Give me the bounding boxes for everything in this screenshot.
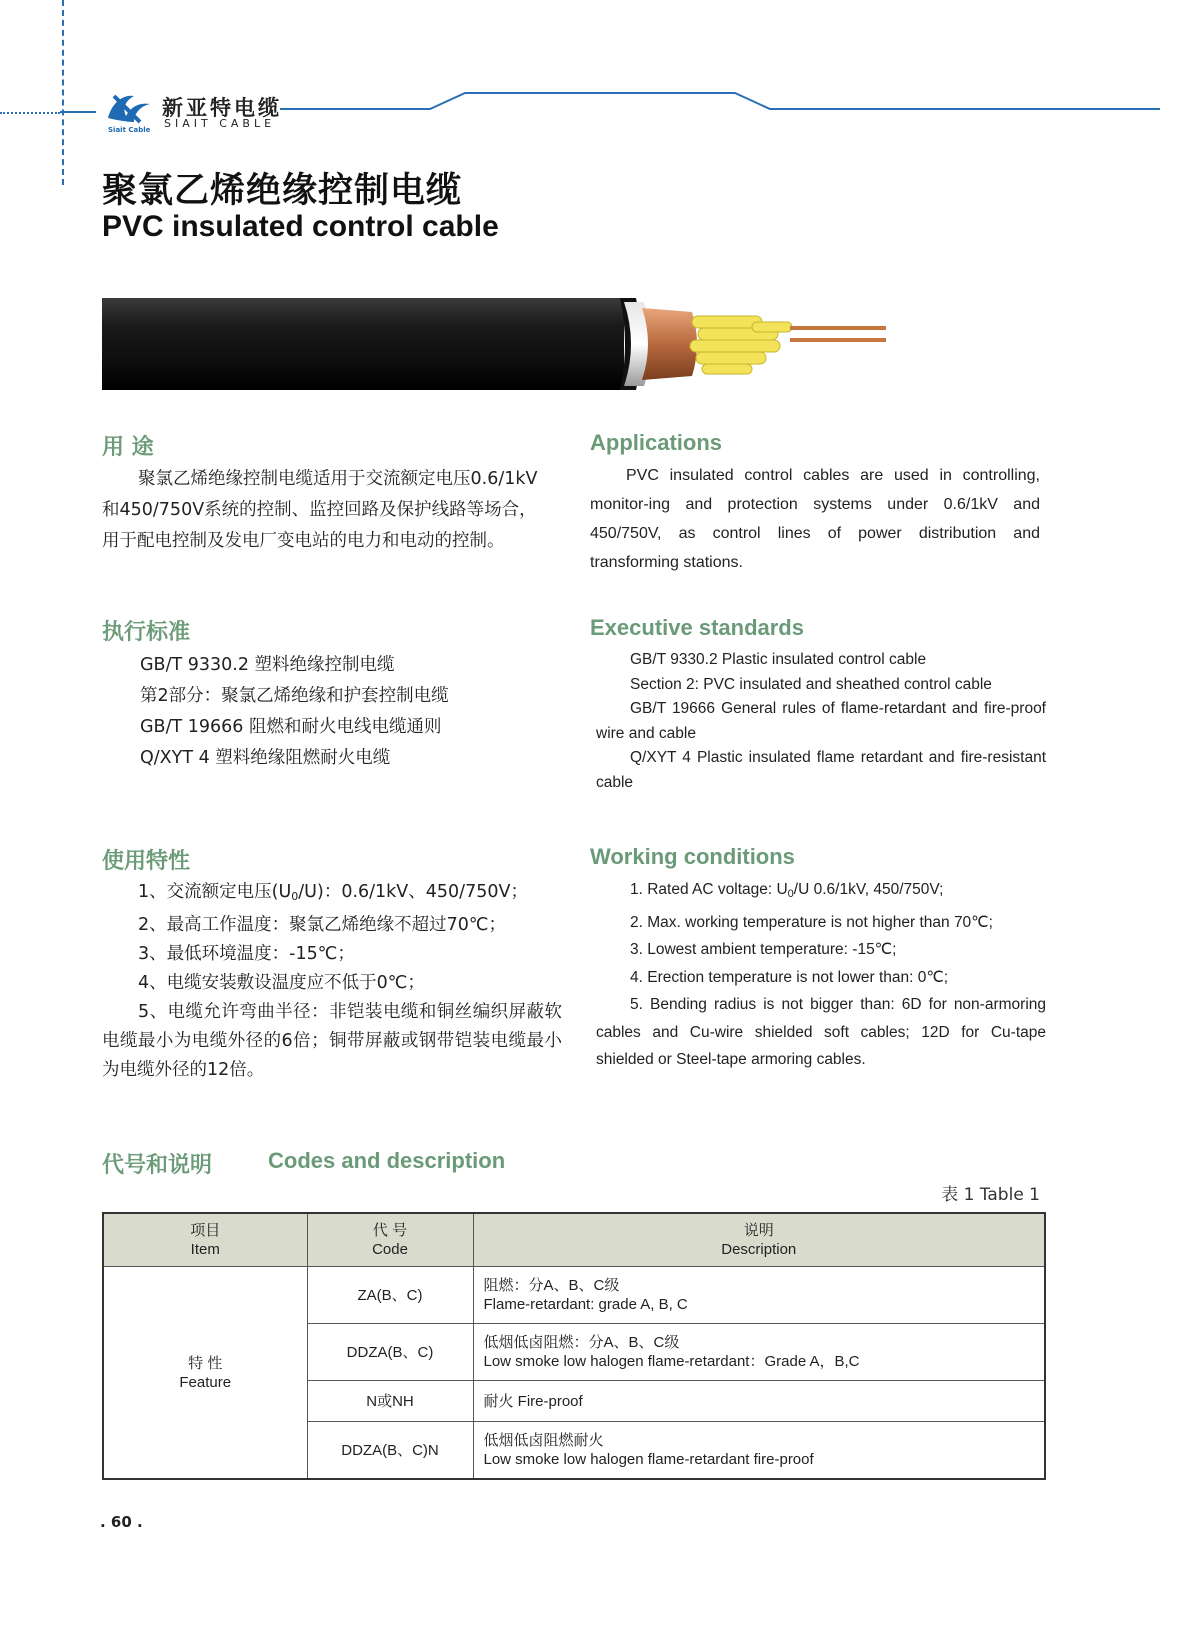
working-item-cn: 4、电缆安装敷设温度应不低于0℃； [138,973,425,993]
header-item-en: Item [190,1241,220,1258]
header-code [307,1213,473,1267]
description-cn: 低烟低卤阻燃：分A、B、C级 [483,1334,680,1351]
description-cn: 阻燃：分A、B、C级 [483,1277,620,1294]
description-en: Low smoke low halogen flame-retardant：Grade A，B,C [483,1353,860,1370]
description-cell [473,1324,1045,1381]
standard-item-en: Q/XYT 4 Plastic insulated flame retardant and fire-resistant cable [596,749,1046,791]
applications-text-en: PVC insulated control cables are used in controlling, monitor-ing and protection systems under 0.6/1kV and 450/750V, as control lines of power distribution and transforming stations. [590,467,1040,571]
brand-name-en: SIAIT CABLE [164,117,276,130]
cable-illustration [102,298,902,398]
header-description-en: Description [721,1241,797,1258]
description-cell [473,1422,1045,1480]
standard-item-en: GB/T 19666 General rules of flame-retardant and fire-proof wire and cable [596,700,1046,742]
table-header-row [103,1213,1045,1267]
codes-heading-cn: 代号和说明 [102,1153,213,1178]
standard-item-cn: Q/XYT 4 塑料绝缘阻燃耐火电缆 [140,748,391,768]
feature-label-cn: 特 性 [188,1354,223,1372]
standards-list-cn [140,650,449,774]
working-item-cn-text: /U)：0.6/1kV、450/750V； [298,882,528,902]
header-description [473,1213,1045,1267]
working-item-en: 5. Bending radius is not bigger than: 6D for non-armoring cables and Cu-wire shielded soft cables; 12D for Cu-tape shielded or Steel-tape armoring cables. [596,996,1046,1068]
header-item-cn: 项目 [190,1222,221,1239]
standard-item-cn: GB/T 9330.2 塑料绝缘控制电缆 [140,655,395,675]
working-item-cn [102,878,562,911]
working-item-cn: 3、最低环境温度：-15℃； [138,944,355,964]
applications-text-cn [102,464,562,557]
code-cell: DDZA(B、C)N [307,1422,473,1480]
working-item-en [596,876,1046,909]
working-item-en: 4. Erection temperature is not lower than: 0℃; [630,968,949,986]
feature-label-en: Feature [179,1373,232,1391]
standards-list-en [596,648,1046,795]
standard-item-en: Section 2: PVC insulated and sheathed control cable [630,675,992,693]
table-caption: 表 1 Table 1 [941,1185,1040,1205]
brand-logo-caption: Siait Cable [108,126,151,134]
brand-name-cn: 新亚特电缆 [162,95,282,120]
description-cell [473,1267,1045,1324]
working-item-en: 3. Lowest ambient temperature: -15℃; [630,941,897,958]
codes-heading-en: Codes and description [268,1148,506,1173]
working-item-cn: 2、最高工作温度：聚氯乙烯绝缘不超过70℃； [138,915,507,935]
applications-heading-en: Applications [590,430,723,455]
working-heading-cn: 使用特性 [102,849,191,874]
working-item-en: 2. Max. working temperature is not higher than 70℃; [630,913,993,931]
page-title-en: PVC insulated control cable [102,210,499,243]
working-heading-en: Working conditions [590,844,795,869]
working-item-cn: 5、电缆允许弯曲半径：非铠装电缆和铜丝编织屏蔽软电缆最小为电缆外径的6倍；铜带屏蔽或钢带铠装电缆最小为电缆外径的12倍。 [102,1002,562,1080]
table-row [103,1267,1045,1324]
feature-cell [103,1267,307,1480]
standard-item-en: GB/T 9330.2 Plastic insulated control cable [630,651,927,668]
page-number: . 60 . [100,1513,143,1531]
standards-heading-cn: 执行标准 [102,620,191,645]
subscript: 0 [291,890,299,903]
description-cn: 低烟低卤阻燃耐火 [483,1432,604,1449]
header-item [103,1213,307,1267]
header-description-cn: 说明 [743,1222,774,1239]
logo-icon [104,88,154,128]
page-title-cn: 聚氯乙烯绝缘控制电缆 [102,171,463,211]
standard-item-cn: 第2部分：聚氯乙烯绝缘和护套控制电缆 [140,686,449,706]
description-en: Flame-retardant: grade A, B, C [483,1296,688,1313]
working-item-cn-text: 1、交流额定电压(U [138,882,292,902]
subscript: 0 [787,888,794,900]
code-cell: ZA(B、C) [307,1267,473,1324]
working-list-en [596,876,1046,1074]
description-cell [473,1381,1045,1422]
working-item-en-text: /U 0.6/1kV, 450/750V; [793,881,944,898]
standard-item-cn: GB/T 19666 阻燃和耐火电线电缆通则 [140,717,442,737]
applications-line-cn: 和450/750V系统的控制、监控回路及保护线路等场合， [102,500,537,520]
working-list-cn [102,878,562,1085]
standards-heading-en: Executive standards [590,615,804,640]
applications-line-cn: 用于配电控制及发电厂变电站的电力和电动的控制。 [102,531,505,551]
description-cn: 耐火 Fire-proof [483,1392,583,1410]
description-en: Low smoke low halogen flame-retardant fire-proof [483,1451,814,1468]
applications-heading-cn: 用 途 [102,435,154,460]
working-item-en-text: 1. Rated AC voltage: U [630,881,788,898]
applications-line-cn: 聚氯乙烯绝缘控制电缆适用于交流额定电压0.6/1kV [138,469,538,489]
header-code-cn: 代 号 [372,1222,408,1239]
code-cell: N或NH [307,1381,473,1422]
codes-table [102,1212,1046,1480]
header-code-en: Code [372,1241,408,1258]
code-cell: DDZA(B、C) [307,1324,473,1381]
